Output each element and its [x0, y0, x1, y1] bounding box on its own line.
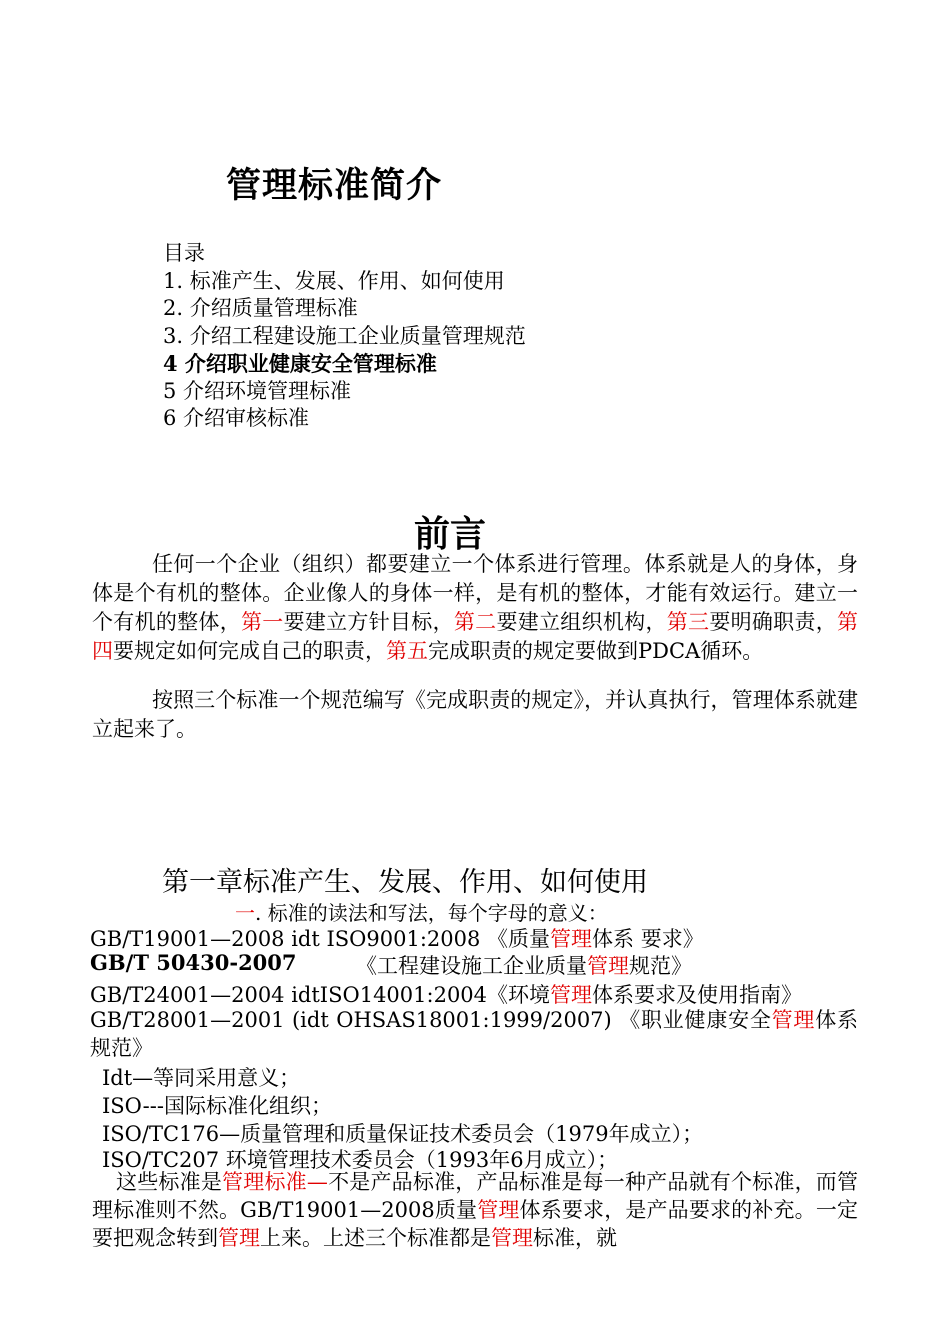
- section-heading-text: . 标准的读法和写法，每个字母的意义：: [255, 901, 608, 925]
- highlighted-text: 第二: [453, 610, 497, 634]
- highlighted-text: 管理: [550, 983, 593, 1007]
- highlighted-text: 管理: [477, 1198, 520, 1222]
- highlighted-text: 管理: [218, 1226, 260, 1250]
- text-run: GB/T19001—2008 idt ISO9001:2008 《质量: [90, 927, 551, 951]
- toc-item: 2. 介绍质量管理标准: [163, 296, 358, 320]
- text-run: 标准，就: [533, 1226, 617, 1250]
- preface-paragraph-2: [92, 686, 858, 744]
- text-run: GB/T28001—2001 (idt OHSAS18001:1999/2007) 《职业健康安全: [90, 1008, 772, 1032]
- text-run: GB/T24001—2004 idtISO14001:2004《环境: [90, 983, 551, 1007]
- definition-item: ISO/TC176—质量管理和质量保证技术委员会（1979年成立）；: [102, 1122, 704, 1146]
- toc-item: 1. 标准产生、发展、作用、如何使用: [163, 268, 505, 293]
- text-run: 不是产品标准，产品标准是每一种产品就有个标准，而管理标准则不然。GB/T19001—2008质量: [92, 1170, 859, 1222]
- standard-code: GB/T 50430-2007: [90, 950, 297, 975]
- definition-item: Idt—等同采用意义；: [102, 1066, 301, 1090]
- highlighted-text: 管理: [587, 954, 629, 978]
- text-run: 规范》: [629, 954, 692, 978]
- standard-line-2: [90, 950, 297, 975]
- text-run: 任何一个企业（组织）都要建立一个体系进行管理。体系就是人的身体，身体是个有机的整体。企业像人的身体一样，是有机的整体，才能有效运行。建立一个有机的整体，: [92, 552, 858, 634]
- highlighted-text: 第五: [386, 639, 428, 663]
- highlighted-text: 第四: [92, 610, 859, 663]
- highlighted-text: 管理: [771, 1008, 816, 1032]
- preface-paragraph-2-text: 按照三个标准一个规范编写《完成职责的规定》，并认真执行，管理体系就建立起来了。: [92, 688, 858, 741]
- text-run: 这些标准是: [116, 1170, 223, 1194]
- section-number: 一: [235, 901, 255, 925]
- preface-paragraph-1: [92, 550, 858, 666]
- highlighted-text: 管理: [491, 1226, 533, 1250]
- standard-line-2-name: [356, 950, 692, 980]
- closing-paragraph-text: [92, 1170, 858, 1250]
- chapter-title: 第一章标准产生、发展、作用、如何使用: [162, 867, 648, 898]
- section-heading: [235, 897, 608, 926]
- preface-title: 前言: [413, 514, 486, 555]
- toc-heading: 目录: [163, 241, 205, 265]
- definition-item: ISO---国际标准化组织；: [102, 1094, 332, 1118]
- text-run: 体系规范》: [90, 1008, 858, 1060]
- standard-line-1: [90, 923, 704, 953]
- text-run: 完成职责的规定要做到PDCA循环。: [428, 639, 764, 663]
- highlighted-text: 管理: [550, 927, 593, 951]
- highlighted-text: 管理标准—: [222, 1170, 328, 1194]
- preface-paragraph-1-text: [92, 552, 858, 663]
- toc-item: 5 介绍环境管理标准: [163, 378, 352, 403]
- standard-line-3: [90, 979, 802, 1009]
- text-run: 要建立方针目标，: [283, 610, 454, 634]
- definition-item: ISO/TC207 环境管理技术委员会（1993年6月成立）；: [102, 1148, 619, 1172]
- text-run: 要建立组织机构，: [496, 610, 667, 634]
- text-run: 《工程建设施工企业质量: [356, 954, 587, 978]
- highlighted-text: 第一: [241, 610, 284, 634]
- highlighted-text: 第三: [666, 610, 710, 634]
- closing-paragraph: [92, 1168, 858, 1252]
- text-run: 体系要求，是产品要求的补充。一定要把观念转到: [92, 1198, 859, 1250]
- text-run: 体系 要求》: [592, 927, 704, 951]
- toc-item: 6 介绍审核标准: [163, 406, 310, 430]
- text-run: 上来。上述三个标准都是: [260, 1226, 491, 1250]
- standard-line-4: [90, 1006, 858, 1062]
- text-run: 要规定如何完成自己的职责，: [113, 639, 386, 663]
- text-run: 体系要求及使用指南》: [592, 983, 803, 1007]
- text-run: 要明确职责，: [709, 610, 838, 634]
- table-of-contents: [163, 240, 526, 433]
- toc-item: 4 介绍职业健康安全管理标准: [163, 351, 437, 376]
- document-title: 管理标准简介: [226, 166, 443, 206]
- toc-item: 3. 介绍工程建设施工企业质量管理规范: [163, 323, 526, 348]
